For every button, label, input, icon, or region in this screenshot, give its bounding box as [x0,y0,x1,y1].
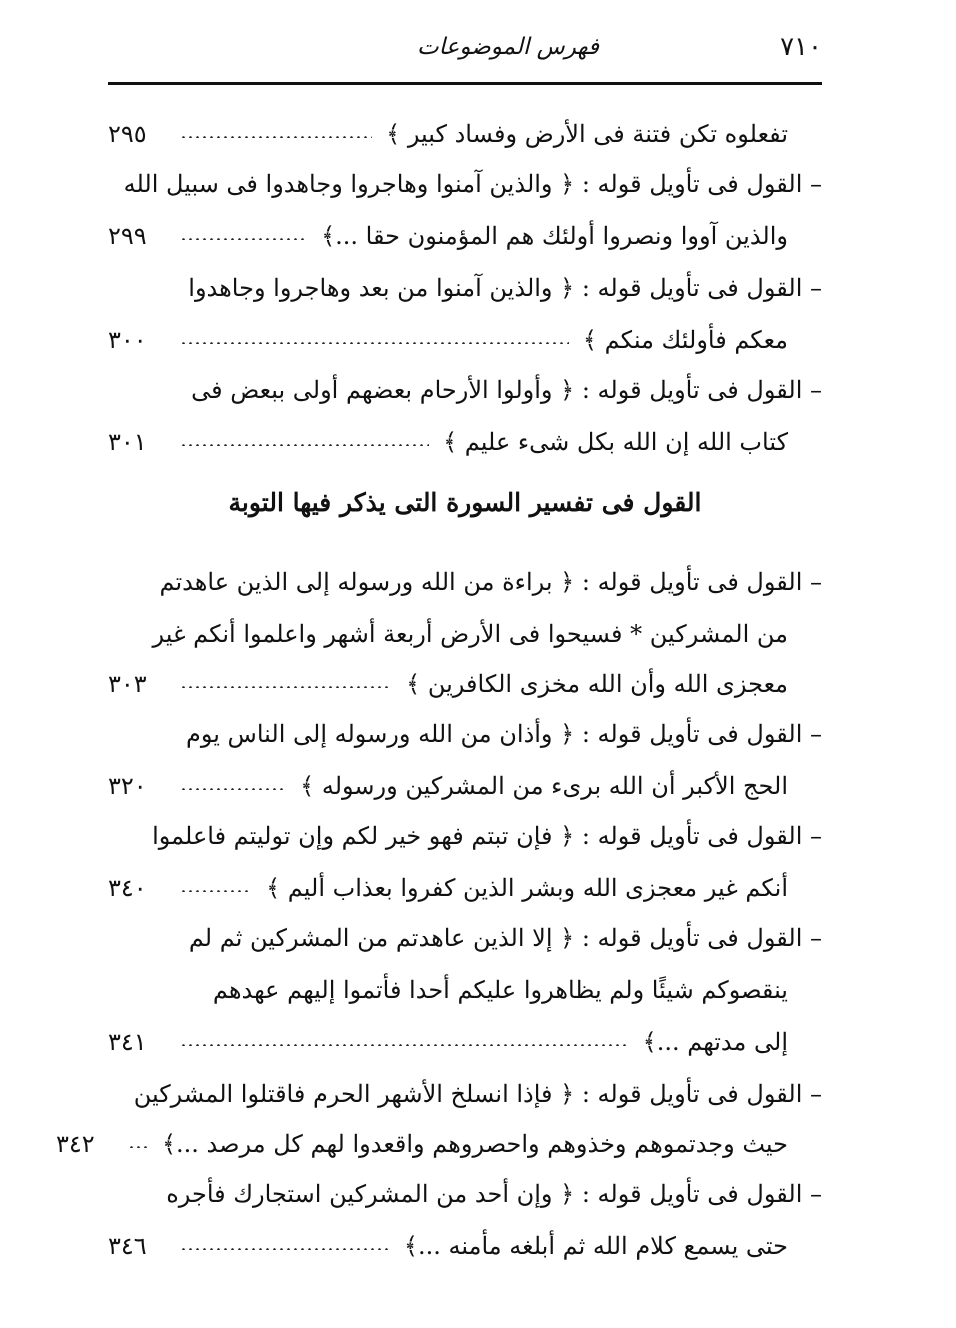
toc-entry-line [55,1118,822,1170]
running-title: فهرس الموضوعات [416,34,600,60]
toc-entry-line [108,608,822,660]
toc-entry-line [108,416,822,468]
entry-text: تفعلوه تكن فتنة فى الأرض وفساد كبير ﴾ [386,120,788,148]
entry-page-number: ٣٠٠ [108,326,147,354]
toc-entry-line [108,658,822,710]
toc-entry-line [108,912,822,964]
entry-text: – القول فى تأويل قوله : ﴿ والذين آمنوا من بعد وهاجروا وجاهدوا [188,274,822,302]
entry-text: والذين آووا ونصروا أولئك هم المؤمنون حقا ...﴾ [321,222,788,250]
toc-entry-line [108,556,822,608]
entry-page-number: ٣٤٦ [108,1232,147,1260]
entry-text: معجزى الله وأن الله مخزى الكافرين ﴾ [406,670,788,698]
toc-entry-line [108,1068,822,1120]
entry-page-number: ٣٤٠ [108,874,147,902]
toc-entry-line [108,158,822,210]
toc-entry-line [108,210,822,262]
toc-entry-line [108,964,822,1016]
entry-text: – القول فى تأويل قوله : ﴿ والذين آمنوا وهاجروا وجاهدوا فى سبيل الله [123,170,822,198]
entry-text: حتى يسمع كلام الله ثم أبلغه مأمنه ...﴾ [403,1232,788,1260]
toc-entry-line [108,862,822,914]
entry-page-number: ٣٠١ [108,428,147,456]
entry-text: – القول فى تأويل قوله : ﴿ براءة من الله ورسوله إلى الذين عاهدتم [159,568,822,596]
page-number: ٧١٠ [780,32,822,62]
entry-page-number: ٣٢٠ [108,772,147,800]
toc-entry-line [108,1220,822,1272]
dot-leader [180,136,372,138]
section-heading: القول فى تفسير السورة التى يذكر فيها التوبة [228,488,702,517]
entry-text: حيث وجدتموهم وخذوهم واحصروهم واقعدوا لهم كل مرصد ...﴾ [161,1130,788,1158]
toc-entry-line [108,364,822,416]
toc-entry-line [108,262,822,314]
dot-leader [180,1044,629,1046]
dot-leader [180,788,286,790]
dot-leader [180,686,392,688]
toc-entry-line [108,708,822,760]
entry-text: أنكم غير معجزى الله وبشر الذين كفروا بعذاب أليم ﴾ [266,874,788,902]
entry-text: إلى مدتهم ...﴾ [642,1028,788,1056]
dot-leader [180,342,569,344]
entry-text: – القول فى تأويل قوله : ﴿ فإذا انسلخ الأشهر الحرم فاقتلوا المشركين [133,1080,822,1108]
toc-entry-line [108,810,822,862]
entry-text: ينقصوكم شيئًا ولم يظاهروا عليكم أحدا فأتموا إليهم عهدهم [212,976,788,1004]
entry-text: – القول فى تأويل قوله : ﴿ فإن تبتم فهو خير لكم وإن توليتم فاعلموا [152,822,822,850]
page-header [108,30,822,74]
dot-leader [180,444,429,446]
dot-leader [180,1248,390,1250]
toc-entry-line [108,1168,822,1220]
dot-leader [180,890,252,892]
toc-entry-line [108,1016,822,1068]
entry-text: – القول فى تأويل قوله : ﴿ وأذان من الله ورسوله إلى الناس يوم [185,720,822,748]
entry-text: – القول فى تأويل قوله : ﴿ وإن أحد من المشركين استجارك فأجره [166,1180,822,1208]
entry-text: معكم فأولئك منكم ﴾ [582,326,788,354]
dot-leader [180,238,307,240]
entry-page-number: ٣٠٣ [108,670,147,698]
toc-entry-line [108,760,822,812]
entry-text: من المشركين * فسيحوا فى الأرض أربعة أشهر واعلموا أنكم غير [152,620,788,648]
entry-page-number: ٢٩٥ [108,120,147,148]
toc-entry-line [108,108,822,160]
entry-text: كتاب الله إن الله بكل شىء عليم ﴾ [443,428,788,456]
entry-page-number: ٣٤٢ [55,1130,95,1158]
header-rule [108,82,822,85]
entry-page-number: ٣٤١ [108,1028,147,1056]
entry-text: الحج الأكبر أن الله برىء من المشركين ورسوله ﴾ [300,772,788,800]
entry-text: – القول فى تأويل قوله : ﴿ وأولوا الأرحام بعضهم أولى ببعض فى [191,376,822,404]
dot-leader [128,1146,148,1148]
entry-page-number: ٢٩٩ [108,222,147,250]
toc-entry-line [108,314,822,366]
entry-text: – القول فى تأويل قوله : ﴿ إلا الذين عاهدتم من المشركين ثم لم [188,924,822,952]
